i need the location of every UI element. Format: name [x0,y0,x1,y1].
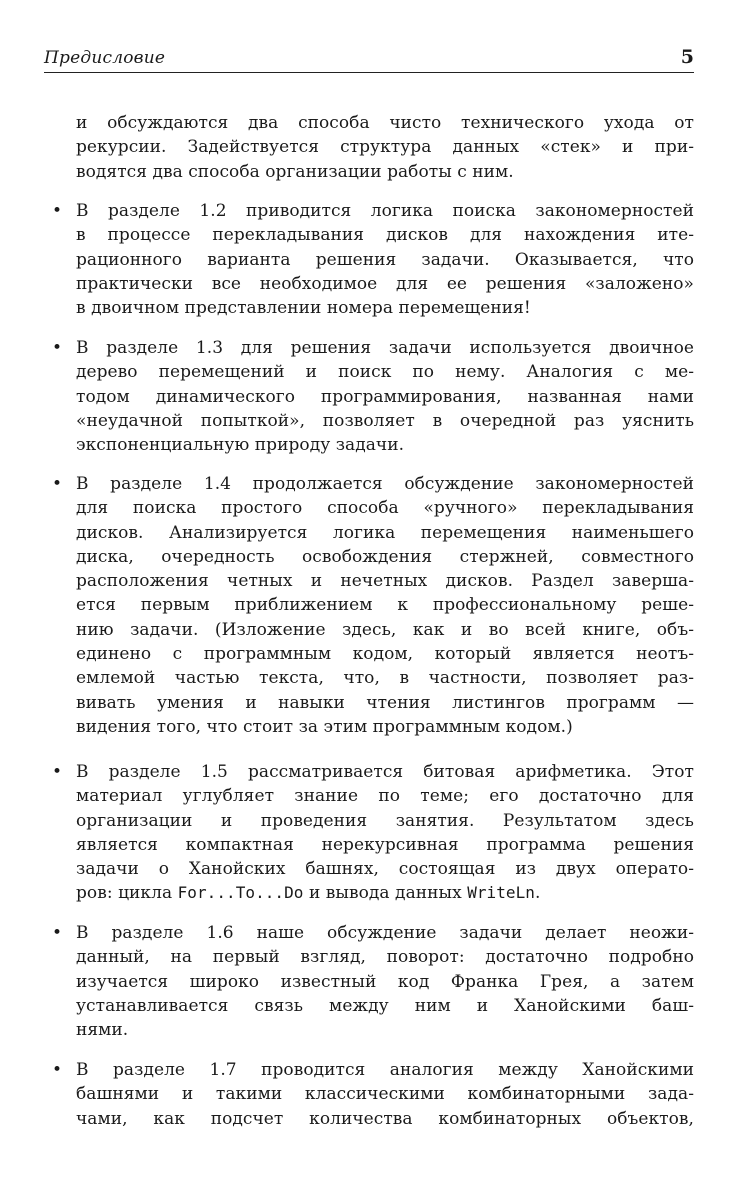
text-line-with-code [76,881,694,905]
text-line: В разделе 1.7 проводится аналогия между Ханойскими [76,1060,694,1080]
text-line: емлемой частью текста, что, в частности, позволяет раз- [76,668,694,689]
text-line: в двоичном представлении номера перемещения! [76,298,531,319]
text-line: В разделе 1.6 наше обсуждение задачи делает неожи- [76,923,694,943]
text-line: В разделе 1.3 для решения задачи используется двоичное [76,338,694,358]
text-line: практически все необходимое для ее решения «заложено» [76,273,694,294]
text-line: тодом динамического программирования, названная нами [76,386,694,407]
text-line: рационного варианта решения задачи. Оказывается, что [76,249,694,270]
page-number: 5 [680,46,694,68]
text-line: «неудачной попыткой», позволяет в очередной раз уяснить [76,410,694,431]
text-fragment: и вывода данных [303,883,468,904]
text-line: для поиска простого способа «ручного» перекладывания [76,498,694,519]
text-line: устанавливается связь между ним и Ханойскими баш- [76,995,694,1016]
list-item-section-1-2 [76,199,694,320]
text-line: водятся два способа организации работы с ним. [76,161,514,182]
text-line: ется первым приближением к профессиональному реше- [76,595,694,616]
running-header [44,46,694,73]
text-line: дисков. Анализируется логика перемещения наименьшего [76,522,694,543]
bullet-icon: • [52,201,63,221]
text-line: нями. [76,1020,129,1041]
list-item-section-1-5 [76,760,694,906]
text-line: задачи о Ханойских башнях, состоящая из двух операто- [76,859,694,880]
list-item-section-1-7 [76,1058,694,1131]
code-writeln: WriteLn [467,883,535,903]
chapter-title: Предисловие [44,48,166,68]
intro-paragraph [76,111,694,184]
text-line: в процессе перекладывания дисков для нахождения ите- [76,225,694,246]
text-line: башнями и такими классическими комбинаторными зада- [76,1084,694,1105]
text-fragment: . [534,883,541,904]
text-line: и обсуждаются два способа чисто технического ухода от [76,113,694,133]
text-line: видения того, что стоит за этим программным кодом.) [76,716,573,737]
bullet-icon: • [52,338,63,358]
list-item-section-1-3 [76,336,694,457]
bullet-icon: • [52,923,63,943]
text-line: экспоненциальную природу задачи. [76,435,405,456]
text-line: является компактная нерекурсивная программа решения [76,834,694,855]
text-line: В разделе 1.2 приводится логика поиска закономерностей [76,201,694,221]
text-line: данный, на первый взгляд, поворот: достаточно подробно [76,947,694,968]
text-line: дерево перемещений и поиск по нему. Аналогия с ме- [76,362,694,383]
code-for-loop: For...To...Do [177,883,304,903]
bullet-icon: • [52,1060,63,1080]
text-fragment: ров: цикла [76,883,178,904]
list-item-section-1-4 [76,472,694,739]
text-line: организации и проведения занятия. Результатом здесь [76,810,694,831]
list-item-section-1-6 [76,921,694,1042]
text-line: единено с программным кодом, который является неотъ- [76,644,694,665]
text-line: расположения четных и нечетных дисков. Раздел заверша- [76,571,694,592]
text-line: рекурсии. Задействуется структура данных «стек» и при- [76,137,694,158]
bullet-icon: • [52,762,63,782]
text-line: В разделе 1.5 рассматривается битовая арифметика. Этот [76,762,694,782]
text-line: В разделе 1.4 продолжается обсуждение закономерностей [76,474,694,494]
text-line: чами, как подсчет количества комбинаторных объектов, [76,1108,694,1129]
text-line: вивать умения и навыки чтения листингов программ — [76,692,694,713]
bullet-icon: • [52,474,63,494]
text-line: изучается широко известный код Франка Грея, а затем [76,971,694,992]
text-line: нию задачи. (Изложение здесь, как и во всей книге, объ- [76,619,694,640]
text-line: диска, очередность освобождения стержней, совместного [76,546,694,567]
text-line: материал углубляет знание по теме; его достаточно для [76,786,694,807]
